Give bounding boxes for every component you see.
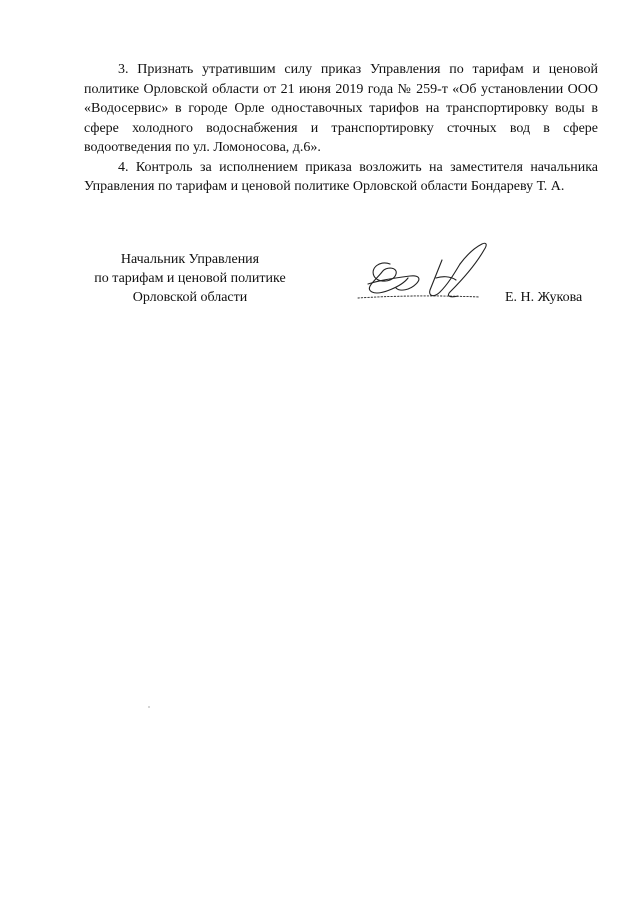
document-body	[84, 60, 598, 197]
paragraph-3: 3. Признать утратившим силу приказ Управления по тарифам и ценовой политике Орловской области от 21 июня 2019 года № 259-т «Об установлении ООО «Водосервис» в городе Орле одноставочных тарифов на транспортировку воды в сфере холодного водоснабжения и транспортировку сточных вод в сфере водоотведения по ул. Ломоносова, д.6».	[84, 62, 598, 155]
handwritten-signature	[350, 234, 490, 306]
position-line-2: по тарифам и ценовой политике	[94, 271, 286, 286]
signatory-position	[76, 250, 304, 307]
signature-block	[0, 250, 639, 310]
paragraph-4: 4. Контроль за исполнением приказа возложить на заместителя начальника Управления по тарифам и ценовой политике Орловской области Бондареву Т. А.	[84, 159, 598, 194]
signatory-name: Е. Н. Жукова	[505, 290, 583, 305]
scan-speck	[148, 706, 150, 708]
position-line-3: Орловской области	[132, 290, 248, 305]
position-line-1: Начальник Управления	[120, 252, 260, 267]
